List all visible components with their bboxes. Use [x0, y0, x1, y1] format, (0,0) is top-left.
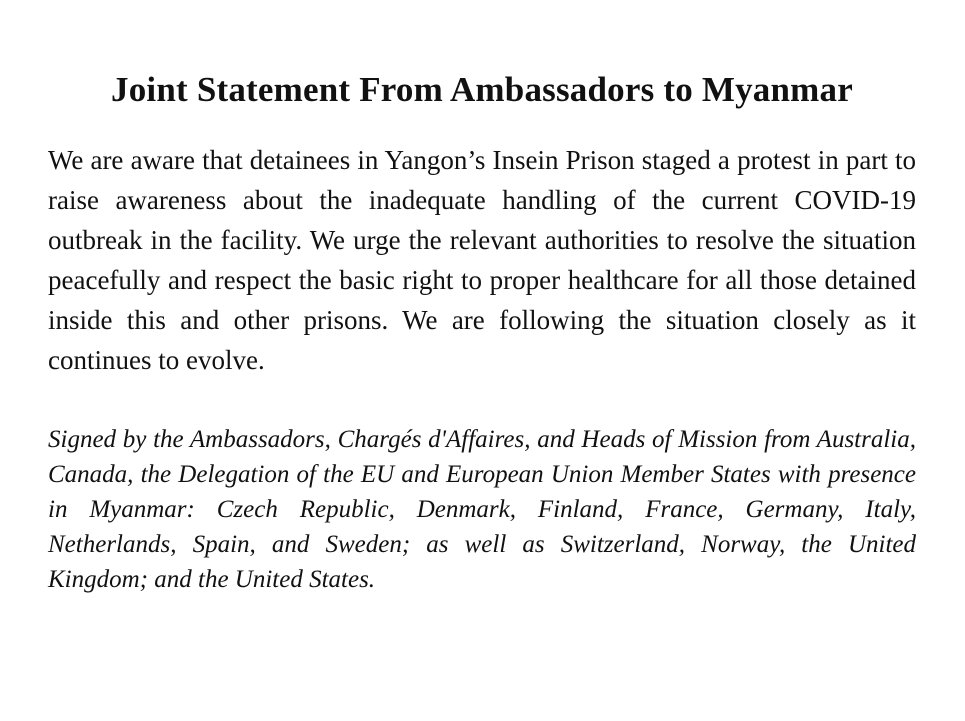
statement-signature: Signed by the Ambassadors, Chargés d'Affaires, and Heads of Mission from Australia, Canada, the Delegation of the EU and European Union Member States with presence in Myanmar: Czech Republic, Denmark, Finland, France, Germany, Italy, Netherlands, Spain, and Sweden; as well as Switzerland, Norway, the United Kingdom; and the United States. [48, 426, 916, 593]
statement-body: We are aware that detainees in Yangon’s Insein Prison staged a protest in part to raise awareness about the inadequate handling of the current COVID-19 outbreak in the facility. We urge the relevant authorities to resolve the situation peacefully and respect the basic right to proper healthcare for all those detained inside this and other prisons. We are following the situation closely as it continues to evolve. [48, 145, 916, 375]
statement-title: Joint Statement From Ambassadors to Myanmar [111, 70, 853, 109]
statement-document [48, 70, 916, 597]
